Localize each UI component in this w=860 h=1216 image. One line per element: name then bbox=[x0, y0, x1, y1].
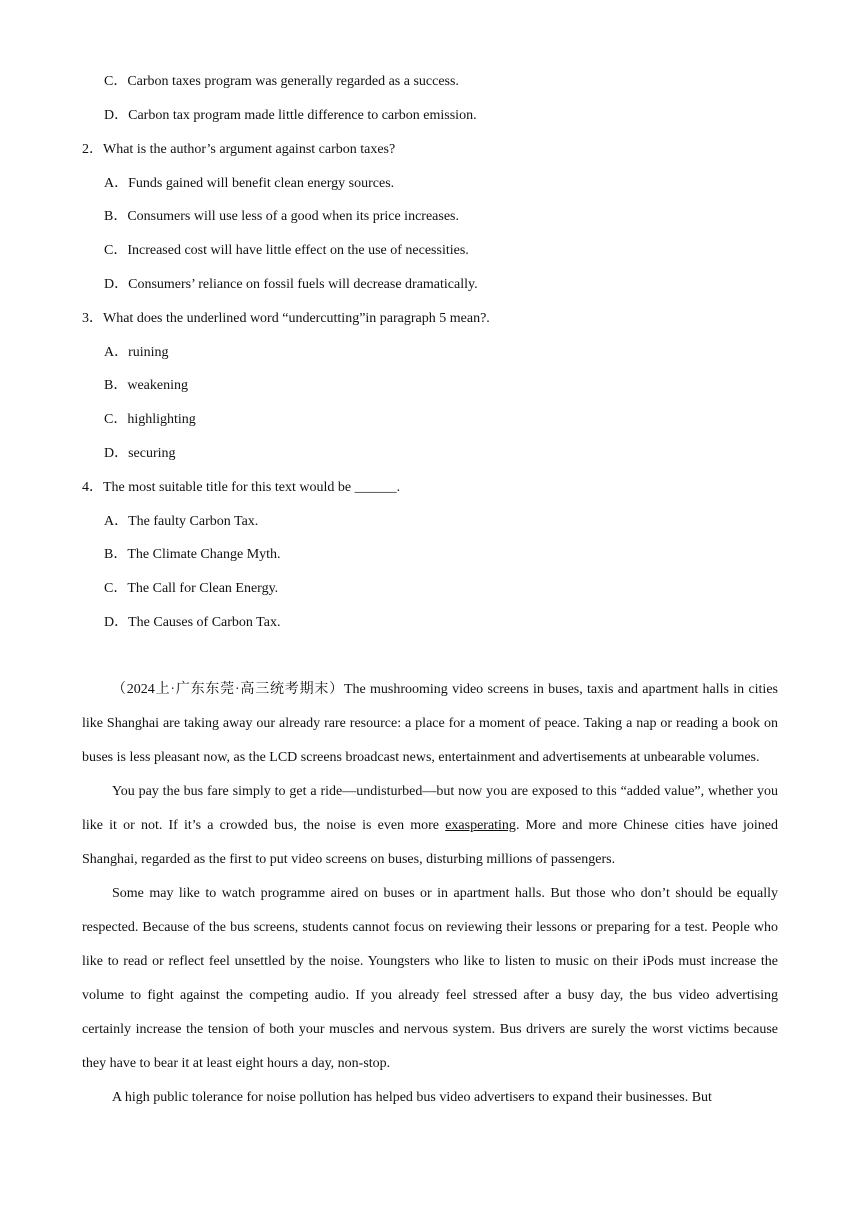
passage-paragraph-2 bbox=[82, 775, 778, 877]
option-a: A．The faulty Carbon Tax. bbox=[104, 514, 259, 529]
option-a: A．Funds gained will benefit clean energy sources. bbox=[104, 176, 395, 191]
question-stem: 4．The most suitable title for this text would be ______. bbox=[82, 480, 401, 495]
underlined-word: exasperating bbox=[445, 818, 516, 833]
option-b: B．Consumers will use less of a good when its price increases. bbox=[104, 209, 459, 224]
reading-passage bbox=[82, 673, 778, 1115]
question-stem: 2．What is the author’s argument against carbon taxes? bbox=[82, 142, 396, 157]
option-d: D．Carbon tax program made little difference to carbon emission. bbox=[104, 108, 477, 123]
passage-text: You pay the bus fare simply to get a ride—undisturbed—but now you are exposed to this “added value”, whether you like it or not. If it’s a crowded bus, the noise is even more bbox=[82, 784, 778, 833]
option-d: D．The Causes of Carbon Tax. bbox=[104, 615, 281, 630]
option-c: C．The Call for Clean Energy. bbox=[104, 581, 279, 596]
option-a: A．ruining bbox=[104, 345, 169, 360]
option-b: B．The Climate Change Myth. bbox=[104, 547, 281, 562]
option-b: B．weakening bbox=[104, 378, 188, 393]
question-stem: 3．What does the underlined word “undercutting”in paragraph 5 mean?. bbox=[82, 311, 490, 326]
option-d: D．securing bbox=[104, 446, 176, 461]
option-c: C．Carbon taxes program was generally regarded as a success. bbox=[104, 74, 459, 89]
option-d: D．Consumers’ reliance on fossil fuels will decrease dramatically. bbox=[104, 277, 478, 292]
passage-text: . More and more Chinese cities have joined Shanghai, regarded as the first to put video screens on buses, disturbing millions of passengers. bbox=[82, 818, 778, 867]
passage-paragraph-1: （2024上·广东东莞·高三统考期末）The mushrooming video screens in buses, taxis and apartment halls in cities like Shanghai are taking away our already rare resource: a place for a moment of peace. Taking a nap or reading a book on buses is less pleasant now, as the LCD screens broadcast news, entertainment and advertisements at unbearable volumes. bbox=[82, 682, 778, 765]
passage-paragraph-3: Some may like to watch programme aired on buses or in apartment halls. But those who don’t should be equally respected. Because of the bus screens, students cannot focus on reviewing their lessons or preparing for a test. People who like to read or reflect feel unsettled by the noise. Youngsters who like to listen to music on their iPods must increase the volume to fight against the competing audio. If you already feel stressed after a busy day, the bus video advertising certainly increase the tension of both your muscles and nervous system. Bus drivers are surely the worst victims because they have to bear it at least eight hours a day, non-stop. bbox=[82, 886, 778, 1071]
passage-paragraph-4: A high public tolerance for noise pollution has helped bus video advertisers to expand their businesses. But bbox=[112, 1090, 712, 1105]
option-c: C．highlighting bbox=[104, 412, 196, 427]
option-c: C．Increased cost will have little effect on the use of necessities. bbox=[104, 243, 469, 258]
